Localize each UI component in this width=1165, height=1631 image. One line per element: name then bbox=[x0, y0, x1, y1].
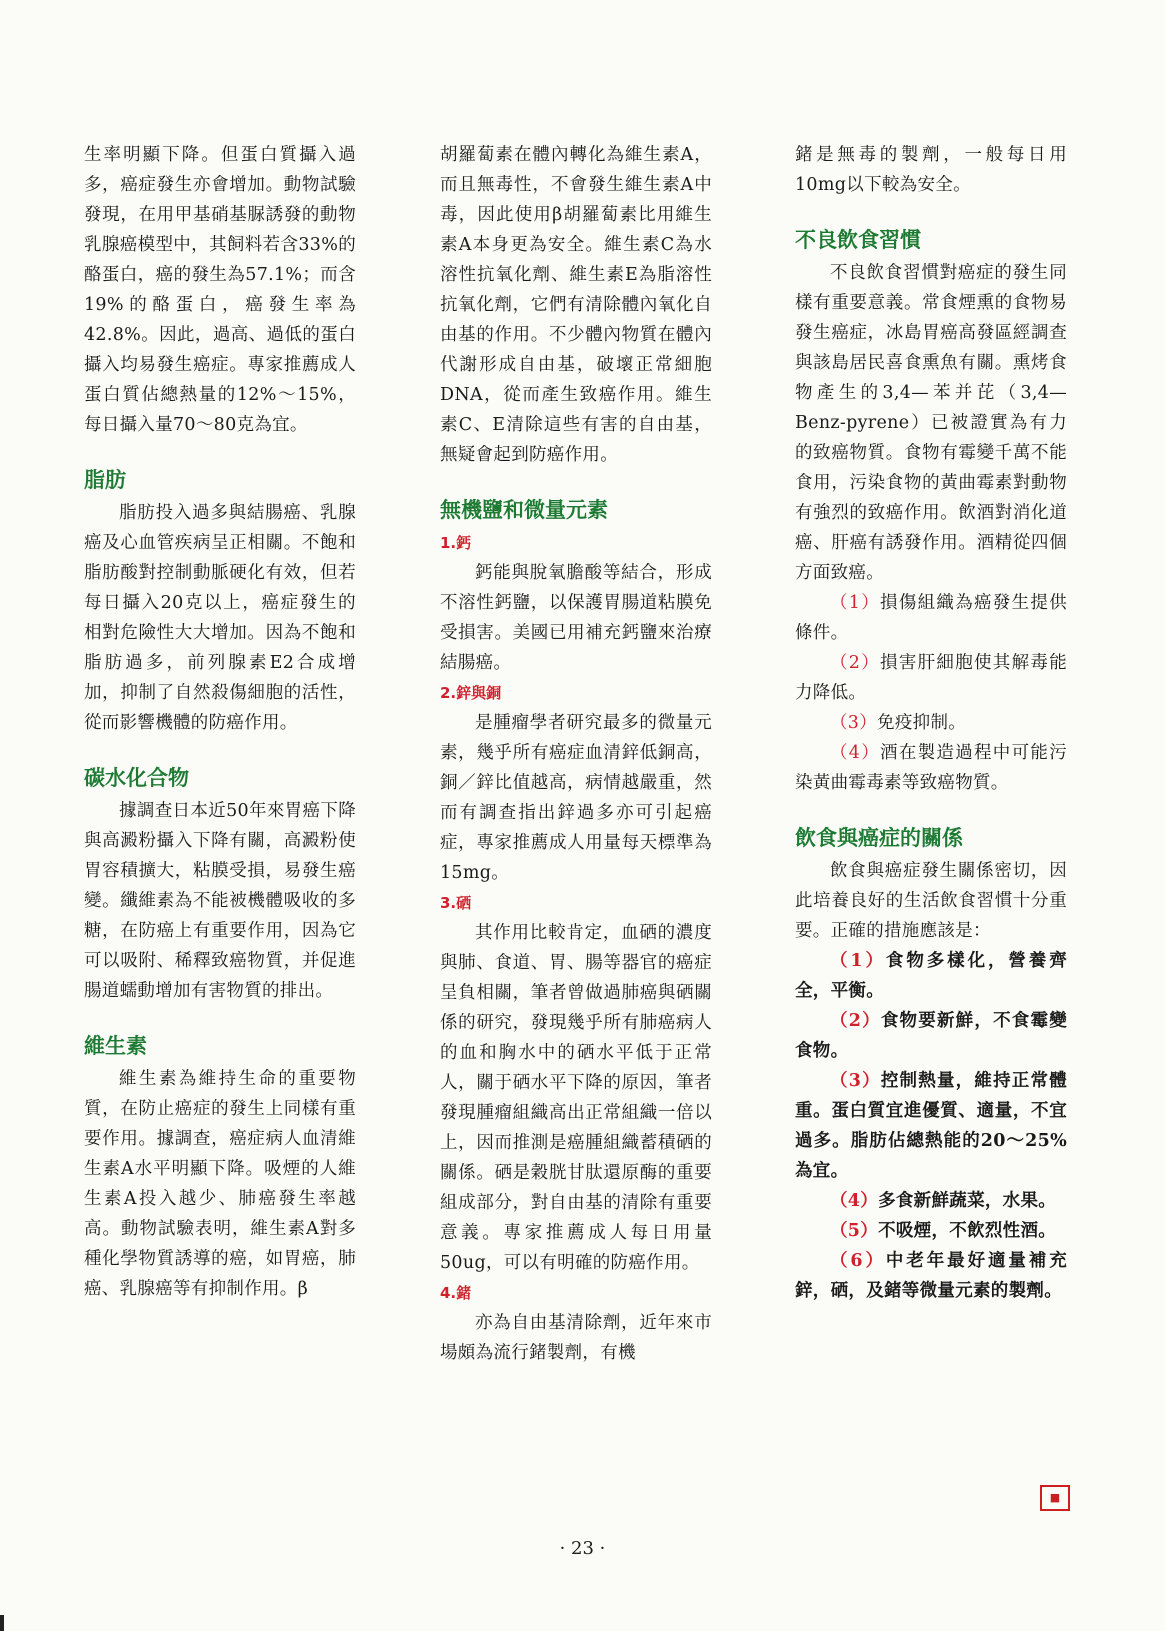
list-item: （2）食物要新鮮，不食霉變食物。 bbox=[795, 1011, 1068, 1061]
heading-diet-cancer: 飲食與癌症的關係 bbox=[795, 826, 963, 850]
scan-edge-mark bbox=[0, 1615, 4, 1631]
paragraph-germanium-cont: 鍺是無毒的製劑，一般每日用10mg以下較為安全。 bbox=[795, 145, 1067, 195]
column-3 bbox=[795, 140, 1067, 1306]
paragraph-diet-cancer: 飲食與癌症發生關係密切，因此培養良好的生活飲食習慣十分重要。正確的措施應該是： bbox=[795, 861, 1067, 941]
list-item: （4）酒在製造過程中可能污染黃曲霉毒素等致癌物質。 bbox=[795, 743, 1067, 793]
list-item: （1）損傷組織為癌發生提供條件。 bbox=[795, 593, 1067, 643]
list-item: （3）控制熱量，維持正常體重。蛋白質宜進優質、適量，不宜過多。脂肪佔總熱能的20～25%為宜。 bbox=[795, 1071, 1068, 1181]
heading-vitamin: 維生素 bbox=[84, 1034, 147, 1058]
paragraph-fat: 脂肪投入過多與結腸癌、乳腺癌及心血管疾病呈正相關。不飽和脂肪酸對控制動脈硬化有效，但若每日攝入20克以上，癌症發生的相對危險性大大增加。因為不飽和脂肪過多，前列腺素E2合成增加，抑制了自然殺傷細胞的活性，從而影響機體的防癌作用。 bbox=[84, 503, 356, 733]
list-item: （3）免疫抑制。 bbox=[830, 713, 967, 733]
list-item: （1）食物多樣化，營養齊全，平衡。 bbox=[795, 951, 1068, 1001]
list-item: （4）多食新鮮蔬菜，水果。 bbox=[830, 1191, 1057, 1211]
paragraph-protein: 生率明顯下降。但蛋白質攝入過多，癌症發生亦會增加。動物試驗發現，在用甲基硝基脲誘發的動物乳腺癌模型中，其飼料若含33%的酪蛋白，癌的發生為57.1%；而含19%的酪蛋白，癌發生率為42.8%。因此，過高、過低的蛋白攝入均易發生癌症。專家推薦成人蛋白質佔總熱量的12%～15%，每日攝入量70～80克為宜。 bbox=[84, 145, 356, 435]
subheading-zinc-copper: 2.鋅與銅 bbox=[440, 684, 502, 702]
heading-carbohydrate: 碳水化合物 bbox=[84, 766, 189, 790]
paragraph-selenium: 其作用比較肯定，血硒的濃度與肺、食道、胃、腸等器官的癌症呈負相關，筆者曾做過肺癌與硒關係的研究，發現幾乎所有肺癌病人的血和胸水中的硒水平低于正常人，關于硒水平下降的原因，筆者發現腫瘤組織高出正常組織一倍以上，因而推測是癌腫組織蓄積硒的關係。硒是穀胱甘肽還原酶的重要組成部分，對自由基的清除有重要意義。專家推薦成人每日用量50ug，可以有明確的防癌作用。 bbox=[440, 923, 712, 1273]
paragraph-calcium: 鈣能與脫氧膽酸等結合，形成不溶性鈣鹽，以保護胃腸道粘膜免受損害。美國已用補充鈣鹽來治療結腸癌。 bbox=[440, 563, 712, 673]
heading-fat: 脂肪 bbox=[84, 468, 126, 492]
paragraph-germanium: 亦為自由基清除劑，近年來市場頗為流行鍺製劑，有機 bbox=[440, 1313, 712, 1363]
paragraph-bad-habits: 不良飲食習慣對癌症的發生同樣有重要意義。常食煙熏的食物易發生癌症，冰島胃癌高發區經調查與該島居民喜食熏魚有關。熏烤食物產生的3,4—苯并芘（3,4—Benz-pyrene）已被證實為有力的致癌物質。食物有霉變千萬不能食用，污染食物的黃曲霉素對動物有強烈的致癌作用。飲酒對消化道癌、肝癌有誘發作用。酒精從四個方面致癌。 bbox=[795, 263, 1067, 583]
subheading-germanium: 4.鍺 bbox=[440, 1284, 472, 1302]
column-2 bbox=[440, 140, 712, 1368]
end-stamp-icon: ■ bbox=[1040, 1485, 1070, 1511]
paragraph-carbohydrate: 據調查日本近50年來胃癌下降與高澱粉攝入下降有關，高澱粉使胃容積擴大，粘膜受損，易發生癌變。纖維素為不能被機體吸收的多糖，在防癌上有重要作用，因為它可以吸附、稀釋致癌物質，并促進腸道蠕動增加有害物質的排出。 bbox=[84, 801, 356, 1001]
subheading-calcium: 1.鈣 bbox=[440, 534, 472, 552]
list-item: （2）損害肝細胞使其解毒能力降低。 bbox=[795, 653, 1067, 703]
paragraph-zinc-copper: 是腫瘤學者研究最多的微量元素，幾乎所有癌症血清鋅低銅高，銅／鋅比值越高，病情越嚴重，然而有調查指出鋅過多亦可引起癌症，專家推薦成人用量每天標準為15mg。 bbox=[440, 713, 712, 883]
subheading-selenium: 3.硒 bbox=[440, 894, 472, 912]
column-1 bbox=[84, 140, 356, 1304]
page-number: · 23 · bbox=[559, 1538, 606, 1559]
list-item: （6）中老年最好適量補充鋅，硒，及鍺等微量元素的製劑。 bbox=[795, 1251, 1068, 1301]
paragraph-beta-carotene: 胡羅蔔素在體內轉化為維生素A，而且無毒性，不會發生維生素A中毒，因此使用β胡羅蔔素比用維生素A本身更為安全。維生素C為水溶性抗氧化劑、維生素E為脂溶性抗氧化劑，它們有清除體內氧化自由基的作用。不少體內物質在體內代謝形成自由基，破壞正常細胞DNA，從而產生致癌作用。維生素C、E清除這些有害的自由基，無疑會起到防癌作用。 bbox=[440, 145, 712, 465]
heading-bad-habits: 不良飲食習慣 bbox=[795, 228, 921, 252]
paragraph-vitamin: 維生素為維持生命的重要物質，在防止癌症的發生上同樣有重要作用。據調查，癌症病人血清維生素A水平明顯下降。吸煙的人維生素A投入越少、肺癌發生率越高。動物試驗表明，維生素A對多種化學物質誘導的癌，如胃癌，肺癌、乳腺癌等有抑制作用。β bbox=[84, 1069, 356, 1299]
list-item: （5）不吸煙，不飲烈性酒。 bbox=[830, 1221, 1057, 1241]
heading-minerals: 無機鹽和微量元素 bbox=[440, 498, 608, 522]
